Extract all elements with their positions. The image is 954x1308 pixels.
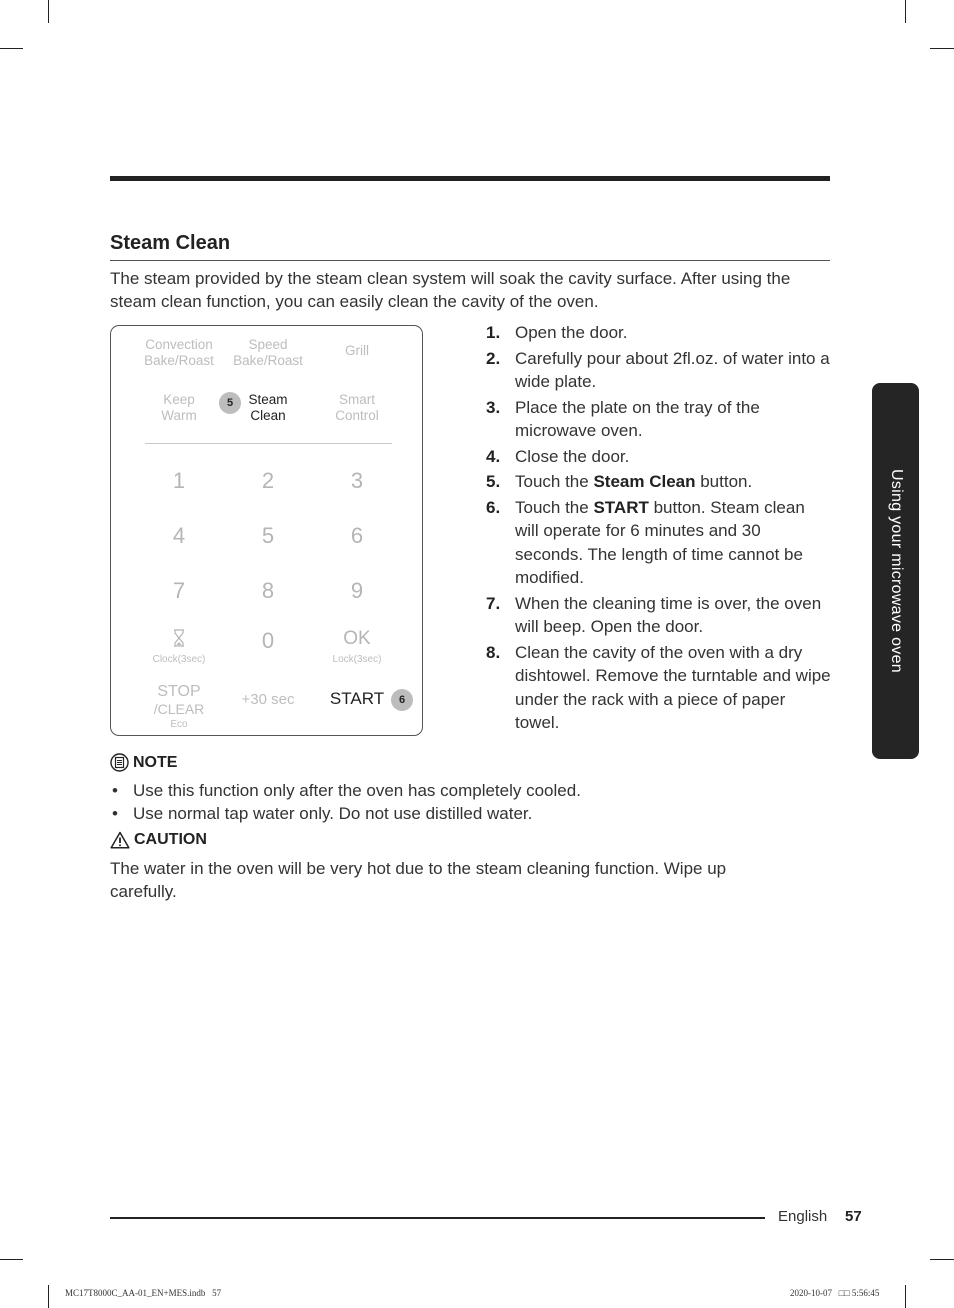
button-label: Control <box>335 408 379 423</box>
title-rule <box>110 260 830 261</box>
step-number: 3. <box>486 397 501 417</box>
step-item <box>486 641 831 735</box>
start-button: START <box>329 689 385 708</box>
chapter-side-label: Using your microwave oven <box>887 468 905 674</box>
digit-4-key: 4 <box>172 523 186 548</box>
digit-3-key: 3 <box>350 468 364 493</box>
plus-30-sec-button: +30 sec <box>241 691 295 708</box>
button-label: Grill <box>345 343 369 358</box>
digit-1-key: 1 <box>172 468 186 493</box>
button-label: Smart <box>338 392 375 407</box>
step-item <box>486 470 831 494</box>
ok-key: OK <box>343 628 371 649</box>
step-badge: 6 <box>391 689 413 711</box>
step-item <box>486 321 831 345</box>
print-file-info: MC17T8000C_AA-01_EN+MES.indb 57 <box>65 1288 222 1298</box>
speed-bake-roast-button <box>223 337 313 369</box>
grill-button <box>312 343 402 359</box>
convection-bake-roast-button <box>134 337 224 369</box>
page-number: 57 <box>845 1208 862 1225</box>
panel-divider <box>145 443 392 444</box>
button-label: Bake/Roast <box>144 353 214 368</box>
button-label: Steam <box>248 392 288 407</box>
step-text: When the cleaning time is over, the oven will beep. Open the door. <box>515 593 822 636</box>
control-panel-illustration <box>110 325 423 736</box>
digit-8-key: 8 <box>261 578 275 603</box>
note-heading <box>110 753 177 772</box>
step-emphasis: Steam Clean <box>593 472 696 491</box>
lock-label: Lock(3sec) <box>332 654 382 665</box>
crop-mark <box>48 1285 49 1308</box>
smart-control-button <box>312 392 402 424</box>
intro-paragraph: The steam provided by the steam clean system will soak the cavity surface. After using the steam clean function, you can easily clean the cavity of the oven. <box>110 269 791 311</box>
caution-heading-text: CAUTION <box>134 831 207 848</box>
steam-clean-button <box>223 392 313 424</box>
step-emphasis: START <box>593 497 649 517</box>
step-number: 6. <box>486 497 501 517</box>
button-label: Convection <box>145 337 213 352</box>
footer-rule <box>110 1217 765 1219</box>
button-label: STOP <box>157 683 201 700</box>
step-text: Open the door. <box>515 323 628 342</box>
note-item: • Use this function only after the oven has completely cooled. <box>110 779 810 802</box>
note-heading-text: NOTE <box>133 753 178 771</box>
button-label: /CLEAR <box>153 701 205 717</box>
step-item <box>486 347 831 394</box>
digit-5-key: 5 <box>261 523 275 548</box>
note-icon <box>110 753 129 772</box>
crop-mark <box>905 1285 906 1308</box>
step-number: 7. <box>486 593 501 613</box>
step-item <box>486 592 831 639</box>
button-label: Keep <box>163 392 195 407</box>
crop-mark <box>905 0 906 23</box>
button-label: Bake/Roast <box>233 353 303 368</box>
print-date-info: 2020-10-07 □□ 5:56:45 <box>790 1288 880 1298</box>
step-text: button. <box>695 472 753 491</box>
step-number: 4. <box>486 446 501 466</box>
step-text: Touch the <box>515 472 594 491</box>
step-text: Clean the cavity of the oven with a dry dishtowel. Remove the turntable and wipe under the rack with a piece of paper towel. <box>515 642 831 732</box>
step-text: Touch the <box>515 497 594 517</box>
footer-language: English <box>778 1208 828 1225</box>
step-number: 2. <box>486 348 501 368</box>
digit-6-key: 6 <box>350 523 364 548</box>
section-title: Steam Clean <box>110 232 231 254</box>
note-item: • Use normal tap water only. Do not use distilled water. <box>110 802 810 825</box>
digit-9-key: 9 <box>350 578 364 603</box>
step-text: Place the plate on the tray of the microwave oven. <box>515 397 760 440</box>
crop-mark <box>0 1259 23 1260</box>
stop-clear-button <box>134 683 224 718</box>
eco-label: Eco <box>170 719 188 730</box>
button-label: Clean <box>250 408 286 423</box>
clock-label: Clock(3sec) <box>152 654 206 665</box>
step-text: Carefully pour about 2fl.oz. of water into a wide plate. <box>515 348 830 391</box>
caution-text: The water in the oven will be very hot due to the steam cleaning function. Wipe up carefully. <box>110 859 727 901</box>
step-item <box>486 396 831 443</box>
digit-0-key: 0 <box>261 628 275 653</box>
step-text: button. Steam clean will operate for 6 minutes and 30 seconds. The length of time cannot be modified. <box>515 497 805 587</box>
crop-mark <box>0 48 23 49</box>
step-text: Close the door. <box>515 446 630 466</box>
crop-mark <box>930 1259 954 1260</box>
steps-list <box>486 321 831 737</box>
step-item <box>486 445 831 469</box>
digit-7-key: 7 <box>172 578 186 603</box>
button-label: Speed <box>248 337 288 352</box>
step-number: 5. <box>486 472 501 491</box>
chapter-side-tab <box>872 383 919 759</box>
note-list <box>110 779 810 825</box>
digit-2-key: 2 <box>261 468 275 493</box>
step-item <box>486 496 831 590</box>
warning-triangle-icon <box>110 831 130 849</box>
caution-heading <box>110 831 207 849</box>
step-badge: 5 <box>219 392 241 414</box>
keep-warm-button <box>134 392 224 424</box>
button-label: Warm <box>161 408 197 423</box>
crop-mark <box>930 48 954 49</box>
hourglass-icon <box>172 629 186 647</box>
step-number: 8. <box>486 642 501 662</box>
top-rule <box>110 176 830 181</box>
step-number: 1. <box>486 323 501 342</box>
crop-mark <box>48 0 49 23</box>
